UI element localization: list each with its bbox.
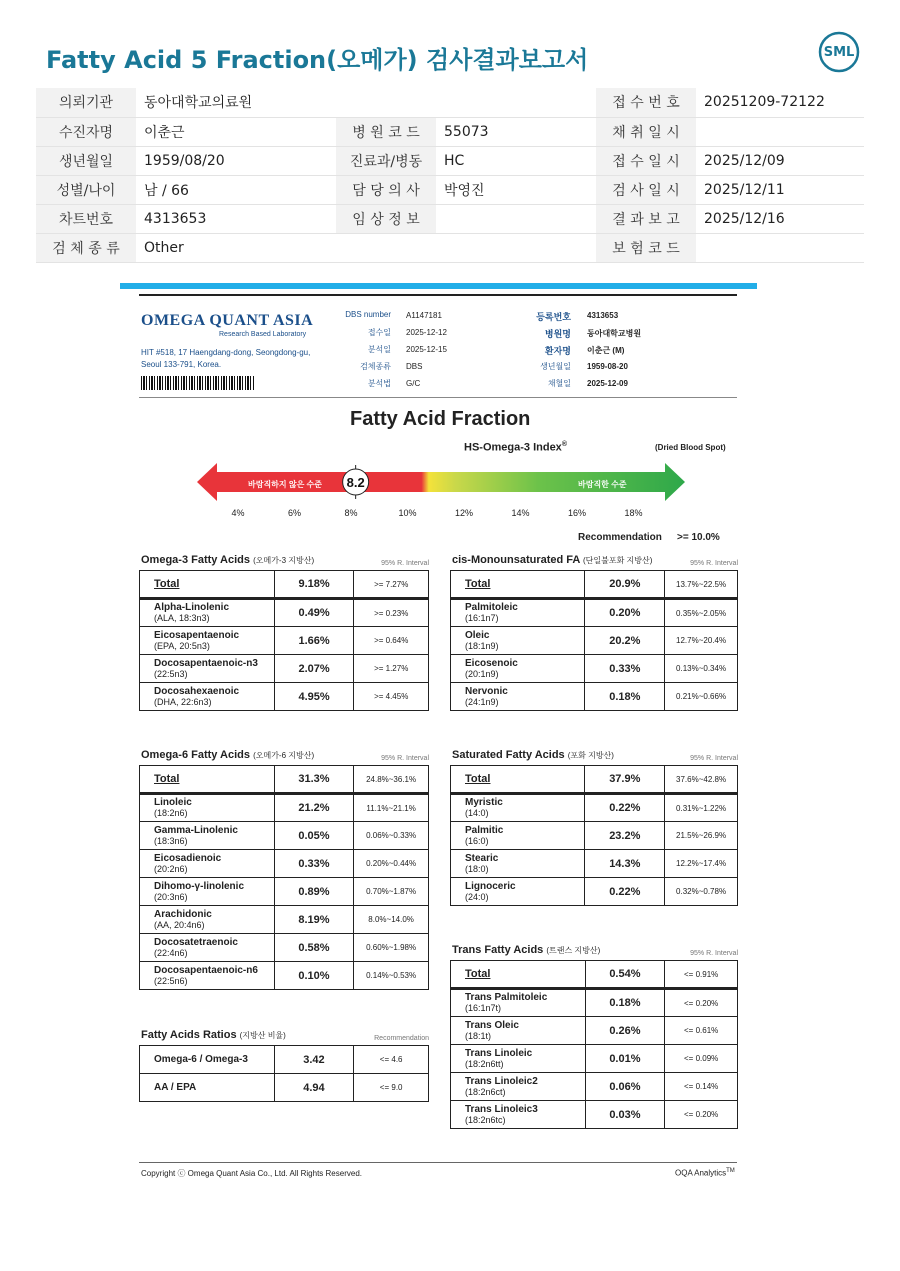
fa-name: Gamma-Linolenic: [154, 824, 238, 836]
recommendation-label: Recommendation: [578, 532, 662, 543]
gauge-tick-label: 12%: [454, 508, 473, 518]
fa-name: Linoleic: [154, 797, 192, 808]
header-key: 결 과 보 고: [596, 204, 696, 233]
table-row: [140, 599, 429, 627]
fa-value: 0.05%: [274, 822, 354, 850]
fa-notation: (20:2n6): [154, 863, 188, 874]
fa-notation: (AA, 20:4n6): [154, 919, 205, 930]
omega3-table: [139, 570, 429, 711]
fa-name: Nervonic: [465, 685, 508, 697]
total-range: 13.7%~22.5%: [665, 571, 738, 599]
table-row: [451, 878, 738, 906]
fa-range: <= 0.14%: [665, 1073, 738, 1101]
header-value: 동아대학교의료원: [136, 88, 336, 117]
table-row: [451, 599, 738, 627]
svg-text:SML: SML: [823, 45, 855, 60]
fa-name: Arachidonic: [154, 908, 212, 920]
fa-notation: (18:2n6tc): [465, 1114, 506, 1125]
fa-name: Trans Linoleic2: [465, 1075, 538, 1087]
fa-name: Eicosadienoic: [154, 852, 222, 864]
fa-range: 11.1%~21.1%: [354, 794, 429, 822]
total-label: Total: [451, 571, 585, 599]
dried-blood-spot: (Dried Blood Spot): [655, 443, 726, 452]
fa-name: Docosapentaenoic-n3: [154, 657, 258, 669]
mufa-table: [450, 570, 738, 711]
fa-range: <= 0.20%: [665, 1101, 738, 1129]
ratio-name: AA / EPA: [154, 1082, 197, 1093]
info-key: 분석일: [367, 345, 391, 354]
fa-notation: (18:2n6tt): [465, 1058, 504, 1069]
fa-value: 0.22%: [585, 878, 665, 906]
barcode: [141, 376, 255, 390]
fa-range: >= 1.27%: [354, 655, 429, 683]
fa-name: Trans Oleic: [465, 1019, 519, 1031]
gauge-tick-label: 16%: [567, 508, 586, 518]
gauge-tick-label: 14%: [511, 508, 530, 518]
fa-name: Docosapentaenoic-n6: [154, 964, 258, 976]
total-value: 37.9%: [585, 766, 665, 794]
fa-range: 0.35%~2.05%: [665, 599, 738, 627]
fa-value: 0.01%: [585, 1045, 665, 1073]
header-key: 임 상 정 보: [336, 204, 436, 233]
fa-notation: (24:1n9): [465, 696, 499, 707]
interval-label: 95% R. Interval: [690, 560, 738, 567]
info-value: 4313653: [587, 311, 619, 320]
header-value: 2025/12/16: [696, 204, 864, 233]
fa-name: Stearic: [465, 852, 499, 864]
header-key: [336, 233, 436, 262]
table-row: [451, 850, 738, 878]
fa-notation: (22:5n6): [154, 975, 188, 986]
total-label: Total: [140, 571, 275, 599]
header-value: [696, 233, 864, 262]
table-row: [451, 989, 738, 1017]
fa-name: Trans Palmitoleic: [465, 992, 548, 1003]
total-range: 37.6%~42.8%: [665, 766, 738, 794]
total-row: [140, 766, 429, 794]
fa-value: 0.26%: [585, 1017, 665, 1045]
fa-notation: (22:4n6): [154, 947, 188, 958]
total-label: Total: [451, 961, 586, 989]
fa-range: 0.20%~0.44%: [354, 850, 429, 878]
table-row: [140, 1046, 429, 1074]
header-key: [336, 88, 436, 117]
fa-name: Trans Linoleic3: [465, 1103, 538, 1115]
svg-text:8.2: 8.2: [346, 475, 365, 490]
fa-name: Palmitic: [465, 824, 504, 836]
ratio-name: Omega-6 / Omega-3: [154, 1054, 248, 1065]
fa-range: 12.2%~17.4%: [665, 850, 738, 878]
fa-notation: (18:2n6ct): [465, 1086, 506, 1097]
footer-line: [139, 1162, 737, 1163]
fa-notation: (18:0): [465, 863, 489, 874]
total-value: 31.3%: [274, 766, 354, 794]
index-title: HS-Omega-3 Index®: [464, 441, 567, 454]
report-divider-black: [139, 294, 737, 296]
sat-table: [450, 765, 738, 906]
trans-table: [450, 960, 738, 1129]
fa-range: 0.21%~0.66%: [665, 683, 738, 711]
table-row: [140, 655, 429, 683]
fa-range: 0.32%~0.78%: [665, 878, 738, 906]
fa-range: 0.14%~0.53%: [354, 962, 429, 990]
table-row: [140, 794, 429, 822]
table-row: [140, 1074, 429, 1102]
ratios-title: Fatty Acids Ratios (지방산 비율): [141, 1029, 286, 1041]
header-key: 접 수 번 호: [596, 88, 696, 117]
fa-name: Trans Linoleic: [465, 1047, 533, 1059]
lab-subtitle: Research Based Laboratory: [219, 331, 307, 338]
interval-label: 95% R. Interval: [381, 755, 429, 762]
fa-notation: (18:1t): [465, 1030, 492, 1041]
fa-value: 3.42: [274, 1046, 354, 1074]
header-key: 성별/나이: [36, 175, 136, 204]
fa-notation: (20:3n6): [154, 891, 188, 902]
fa-notation: (DHA, 22:6n3): [154, 696, 212, 707]
gauge-tick-label: 18%: [624, 508, 643, 518]
table-row: [451, 794, 738, 822]
info-value: 이춘근 (M): [587, 346, 625, 355]
header-value: 4313653: [136, 204, 336, 233]
gauge-tick-label: 8%: [344, 508, 358, 518]
table-row: [451, 1017, 738, 1045]
fa-value: 0.03%: [585, 1101, 665, 1129]
info-key: 환자명: [544, 346, 571, 356]
info-key: 병원명: [544, 329, 571, 339]
fa-notation: (EPA, 20:5n3): [154, 640, 210, 651]
fa-name: Docosatetraenoic: [154, 936, 238, 948]
total-row: [451, 961, 738, 989]
header-value: [436, 233, 596, 262]
table-row: [140, 906, 429, 934]
info-value: A1147181: [406, 311, 442, 320]
fa-range: >= 0.64%: [354, 627, 429, 655]
fa-value: 0.89%: [274, 878, 354, 906]
sml-logo: [818, 30, 860, 74]
table-row: [140, 850, 429, 878]
header-value: 2025/12/09: [696, 146, 864, 175]
fa-name: Lignoceric: [465, 880, 516, 892]
info-value: DBS: [406, 362, 423, 371]
patient-header-table: [36, 88, 864, 263]
fa-range: <= 0.09%: [665, 1045, 738, 1073]
total-value: 9.18%: [274, 571, 354, 599]
info-value: G/C: [406, 379, 421, 388]
fa-range: >= 0.23%: [354, 599, 429, 627]
fa-value: 1.66%: [274, 627, 354, 655]
header-key: 수진자명: [36, 117, 136, 146]
oqa-analytics: OQA Analytics™: [675, 1168, 735, 1178]
header-key: 보 험 코 드: [596, 233, 696, 262]
table-row: [140, 934, 429, 962]
info-key: 채혈일: [547, 379, 571, 388]
fa-name: Palmitoleic: [465, 602, 518, 613]
index-marker: [343, 465, 369, 499]
total-range: 24.8%~36.1%: [354, 766, 429, 794]
fa-value: 0.10%: [274, 962, 354, 990]
info-key: 생년월일: [540, 362, 571, 371]
fa-value: 0.18%: [585, 683, 665, 711]
fa-value: 0.33%: [585, 655, 665, 683]
table-row: [451, 822, 738, 850]
lab-address-2: Seoul 133-791, Korea.: [141, 360, 222, 369]
header-key: 검 체 종 류: [36, 233, 136, 262]
fa-value: 0.20%: [585, 599, 665, 627]
fa-range: <= 9.0: [354, 1074, 429, 1102]
fa-value: 20.2%: [585, 627, 665, 655]
table-row: [140, 878, 429, 906]
fa-name: Eicosenoic: [465, 657, 518, 669]
fa-notation: (18:1n9): [465, 640, 499, 651]
table-row: [140, 683, 429, 711]
fa-value: 0.33%: [274, 850, 354, 878]
fa-range: <= 0.61%: [665, 1017, 738, 1045]
fa-value: 21.2%: [274, 794, 354, 822]
fa-value: 0.49%: [274, 599, 354, 627]
fa-value: 23.2%: [585, 822, 665, 850]
omega6-title: Omega-6 Fatty Acids (오메가-6 지방산): [141, 749, 315, 761]
fa-value: 0.22%: [585, 794, 665, 822]
fa-range: 8.0%~14.0%: [354, 906, 429, 934]
fa-notation: (18:3n6): [154, 835, 188, 846]
fa-value: 0.58%: [274, 934, 354, 962]
fa-range: 0.60%~1.98%: [354, 934, 429, 962]
interval-label: 95% R. Interval: [690, 950, 738, 957]
copyright: Copyright ⓒ Omega Quant Asia Co., Ltd. All Rights Reserved.: [141, 1169, 362, 1178]
info-value: 2025-12-15: [406, 345, 447, 354]
table-row: [451, 1073, 738, 1101]
table-row: [140, 627, 429, 655]
fa-name: Dihomo-γ-linolenic: [154, 880, 244, 892]
fa-value: 8.19%: [274, 906, 354, 934]
header-row: [36, 233, 864, 262]
gauge-tick-label: 6%: [287, 508, 301, 518]
report-divider-blue: [120, 283, 757, 289]
lab-address-1: HIT #518, 17 Haengdang-dong, Seongdong-gu,: [141, 348, 311, 357]
info-value: 2025-12-12: [406, 328, 447, 337]
fa-value: 0.06%: [585, 1073, 665, 1101]
page-title: Fatty Acid 5 Fraction(오메가) 검사결과보고서: [46, 46, 589, 74]
header-value: 이춘근: [136, 117, 336, 146]
header-value: 남 / 66: [136, 175, 336, 204]
fa-value: 14.3%: [585, 850, 665, 878]
header-key: 진료과/병동: [336, 146, 436, 175]
fa-range: >= 4.45%: [354, 683, 429, 711]
omega3-title: Omega-3 Fatty Acids (오메가-3 지방산): [141, 554, 315, 566]
fa-notation: (18:2n6): [154, 808, 188, 818]
fa-notation: (24:0): [465, 891, 489, 902]
fa-range: 21.5%~26.9%: [665, 822, 738, 850]
header-value: 55073: [436, 117, 596, 146]
fa-name: Eicosapentaenoic: [154, 629, 240, 641]
table-row: [451, 1101, 738, 1129]
total-row: [451, 766, 738, 794]
header-key: 담 당 의 사: [336, 175, 436, 204]
omega6-table: [139, 765, 429, 990]
fa-value: 2.07%: [274, 655, 354, 683]
oqa-logo: OMEGA QUANT ASIA: [141, 312, 314, 329]
fa-notation: (16:1n7): [465, 613, 499, 623]
bad-level-label: 바람직하지 않은 수준: [248, 480, 322, 489]
header-key: 생년월일: [36, 146, 136, 175]
header-value: [696, 117, 864, 146]
header-key: 채 취 일 시: [596, 117, 696, 146]
total-value: 0.54%: [585, 961, 665, 989]
info-key: DBS number: [345, 310, 391, 319]
info-key: 접수일: [367, 328, 391, 337]
header-value: 1959/08/20: [136, 146, 336, 175]
fa-range: 0.31%~1.22%: [665, 794, 738, 822]
fraction-title: Fatty Acid Fraction: [350, 408, 531, 430]
info-value: 2025-12-09: [587, 379, 628, 388]
interval-label: Recommendation: [374, 1035, 429, 1042]
info-key: 검체종류: [360, 362, 391, 371]
gauge-tick-label: 10%: [398, 508, 417, 518]
fa-name: Myristic: [465, 797, 503, 808]
header-value: 박영진: [436, 175, 596, 204]
header-value: Other: [136, 233, 336, 262]
fa-notation: (16:1n7t): [465, 1003, 502, 1013]
table-row: [140, 822, 429, 850]
fa-value: 4.95%: [274, 683, 354, 711]
total-value: 20.9%: [585, 571, 665, 599]
fa-notation: (14:0): [465, 808, 489, 818]
fa-name: Docosahexaenoic: [154, 685, 240, 697]
total-range: >= 7.27%: [354, 571, 429, 599]
header-key: 검 사 일 시: [596, 175, 696, 204]
total-label: Total: [451, 766, 585, 794]
interval-label: 95% R. Interval: [690, 755, 738, 762]
recommendation-value: >= 10.0%: [677, 532, 720, 543]
header-key: 차트번호: [36, 204, 136, 233]
header-value: 20251209-72122: [696, 88, 864, 117]
table-row: [451, 627, 738, 655]
fa-range: 0.13%~0.34%: [665, 655, 738, 683]
fa-range: <= 4.6: [354, 1046, 429, 1074]
header-value: [436, 204, 596, 233]
mufa-title: cis-Monounsaturated FA (단일불포화 지방산): [452, 554, 653, 566]
info-divider: [139, 397, 737, 398]
info-key: 등록번호: [536, 312, 571, 322]
fa-range: <= 0.20%: [665, 989, 738, 1017]
header-key: 의뢰기관: [36, 88, 136, 117]
table-row: [451, 1045, 738, 1073]
fa-range: 0.70%~1.87%: [354, 878, 429, 906]
fa-name: Alpha-Linolenic: [154, 602, 229, 613]
fa-value: 4.94: [274, 1074, 354, 1102]
fa-notation: (20:1n9): [465, 668, 499, 679]
fa-range: 0.06%~0.33%: [354, 822, 429, 850]
fa-notation: (16:0): [465, 835, 489, 846]
header-value: 2025/12/11: [696, 175, 864, 204]
fa-name: Oleic: [465, 629, 490, 641]
sat-title: Saturated Fatty Acids (포화 지방산): [452, 749, 614, 761]
info-value: 1959-08-20: [587, 362, 628, 371]
total-range: <= 0.91%: [665, 961, 738, 989]
fa-range: 12.7%~20.4%: [665, 627, 738, 655]
header-row: [36, 117, 864, 146]
info-key: 분석법: [367, 379, 391, 388]
header-value: HC: [436, 146, 596, 175]
header-value: [436, 88, 596, 117]
header-row: [36, 204, 864, 233]
table-row: [451, 683, 738, 711]
fa-notation: (ALA, 18:3n3): [154, 613, 210, 623]
info-value: 동아대학교병원: [587, 329, 642, 338]
total-label: Total: [140, 766, 275, 794]
good-level-label: 바람직한 수준: [578, 480, 627, 489]
trans-title: Trans Fatty Acids (트랜스 지방산): [452, 944, 601, 956]
fa-notation: (22:5n3): [154, 668, 188, 679]
total-row: [451, 571, 738, 599]
total-row: [140, 571, 429, 599]
header-key: 접 수 일 시: [596, 146, 696, 175]
ratios-table: [139, 1045, 429, 1102]
header-row: [36, 88, 864, 117]
gauge-tick-label: 4%: [231, 508, 245, 518]
header-row: [36, 175, 864, 204]
interval-label: 95% R. Interval: [381, 560, 429, 567]
table-row: [451, 655, 738, 683]
fa-value: 0.18%: [585, 989, 665, 1017]
header-row: [36, 146, 864, 175]
table-row: [140, 962, 429, 990]
header-key: 병 원 코 드: [336, 117, 436, 146]
